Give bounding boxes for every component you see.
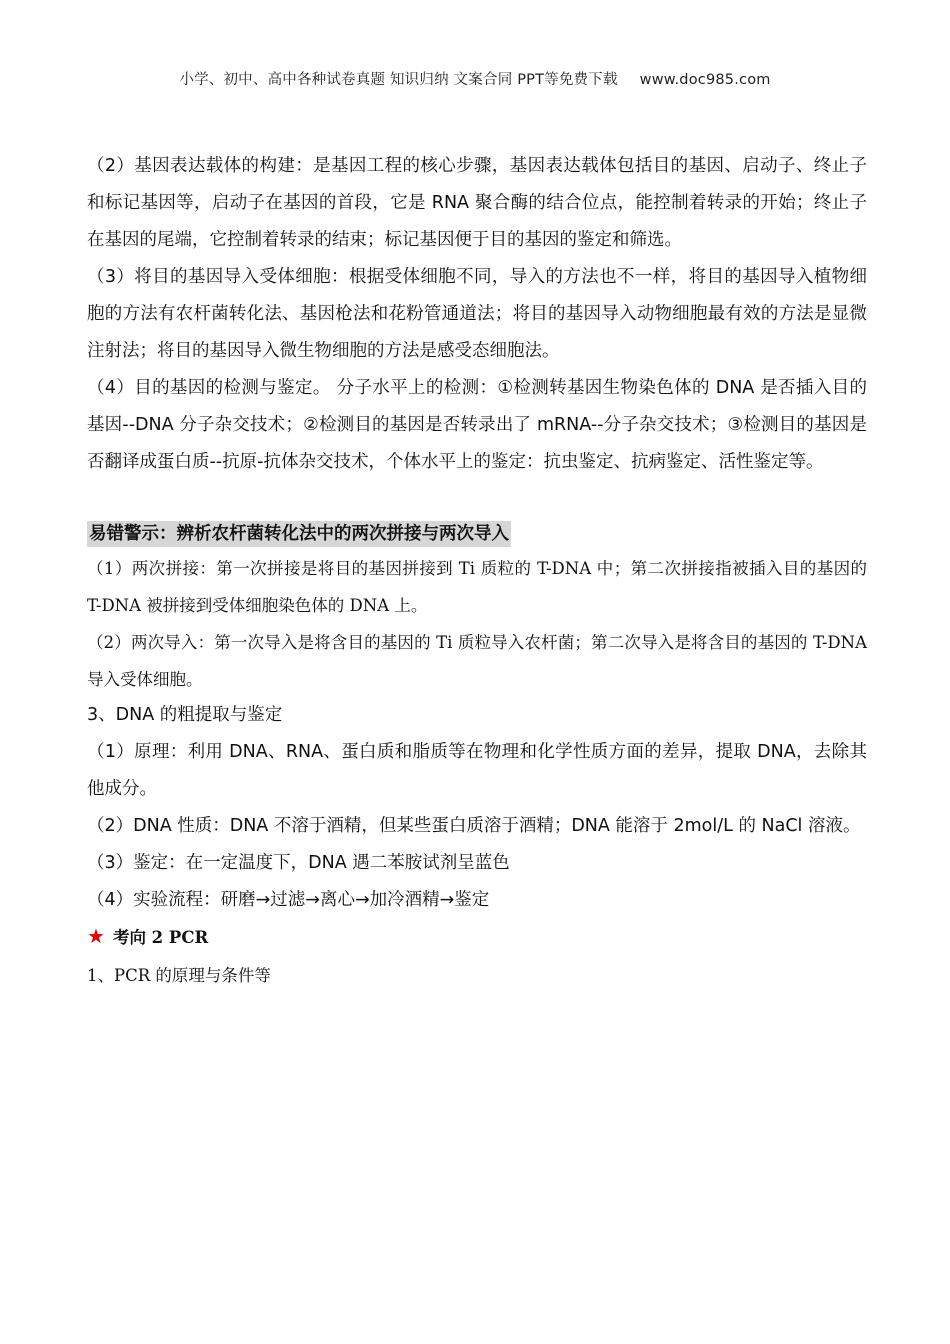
- pcr-item-principle: 1、PCR 的原理与条件等: [87, 966, 271, 985]
- warning-item-splicing: （1）两次拼接：第一次拼接是将目的基因拼接到 Ti 质粒的 T-DNA 中；第二次拼接指被插入目的基因的 T-DNA 被拼接到受体细胞染色体的 DNA 上。: [87, 559, 867, 615]
- header-site-link[interactable]: www.doc985.com: [639, 72, 771, 88]
- pcr-heading: [87, 918, 867, 957]
- main-content: [87, 148, 867, 481]
- section-pcr: [87, 918, 867, 994]
- page-header: [0, 68, 950, 89]
- section-dna-property: （2）DNA 性质：DNA 不溶于酒精，但某些蛋白质溶于酒精；DNA 能溶于 2mol/L 的 NaCl 溶液。: [87, 816, 861, 836]
- section-dna-principle: （1）原理：利用 DNA、RNA、蛋白质和脂质等在物理和化学性质方面的差异，提取 DNA，去除其他成分。: [87, 742, 867, 799]
- star-icon: ★: [87, 924, 105, 948]
- warning-items: [87, 550, 867, 698]
- header-text: 小学、初中、高中各种试卷真题 知识归纳 文案合同 PPT等免费下载: [179, 72, 618, 88]
- paragraph-detection: （4）目的基因的检测与鉴定。 分子水平上的检测：①检测转基因生物染色体的 DNA 是否插入目的基因--DNA 分子杂交技术；②检测目的基因是否转录出了 mRNA--分子杂交技术；③检测目的基因是否翻译成蛋白质--抗原-抗体杂交技术，个体水平上的鉴定：抗虫鉴定、抗病鉴定、活性鉴定等。: [87, 378, 867, 472]
- paragraph-gene-introduction: （3）将目的基因导入受体细胞：根据受体细胞不同，导入的方法也不一样，将目的基因导入植物细胞的方法有农杆菌转化法、基因枪法和花粉管通道法；将目的基因导入动物细胞最有效的方法是显微注射法；将目的基因导入微生物细胞的方法是感受态细胞法。: [87, 267, 867, 361]
- pcr-title: 考向 2 PCR: [112, 928, 209, 947]
- warning-section: [87, 521, 867, 547]
- section-dna-procedure: （4）实验流程：研磨→过滤→离心→加冷酒精→鉴定: [87, 890, 490, 910]
- section-dna-identification: （3）鉴定：在一定温度下，DNA 遇二苯胺试剂呈蓝色: [87, 853, 510, 873]
- warning-item-introduction: （2）两次导入：第一次导入是将含目的基因的 Ti 质粒导入农杆菌；第二次导入是将含目的基因的 T-DNA 导入受体细胞。: [87, 633, 867, 689]
- section-dna-title: 3、DNA 的粗提取与鉴定: [87, 705, 283, 725]
- section-dna-extraction: [87, 697, 867, 919]
- warning-title: 易错警示：辨析农杆菌转化法中的两次拼接与两次导入: [87, 521, 511, 547]
- paragraph-vector-construction: （2）基因表达载体的构建：是基因工程的核心步骤，基因表达载体包括目的基因、启动子、终止子和标记基因等，启动子在基因的首段，它是 RNA 聚合酶的结合位点，能控制着转录的开始；终止子在基因的尾端，它控制着转录的结束；标记基因便于目的基因的鉴定和筛选。: [87, 156, 867, 250]
